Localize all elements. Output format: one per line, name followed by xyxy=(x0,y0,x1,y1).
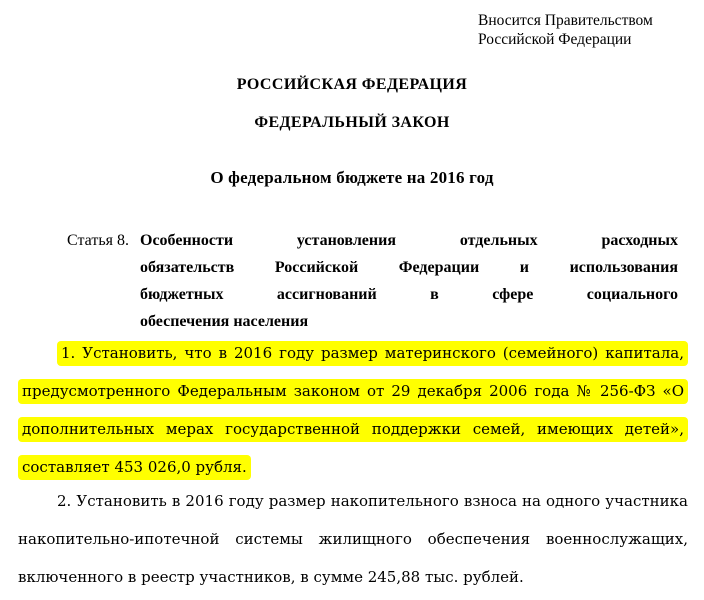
article-heading-text xyxy=(140,227,678,335)
highlighted-text: предусмотренного Федеральным законом от 29 декабря 2006 года № 256-ФЗ «О xyxy=(18,379,688,404)
country-heading: РОССИЙСКАЯ ФЕДЕРАЦИЯ xyxy=(236,76,468,93)
text-line: обеспечения населения xyxy=(140,313,309,330)
text-line: накопительно-ипотечной системы жилищного обеспечения военнослужащих, xyxy=(18,530,688,548)
law-type-heading: ФЕДЕРАЛЬНЫЙ ЗАКОН xyxy=(254,114,450,131)
text-line: бюджетных ассигнований в сфере социального xyxy=(140,286,678,303)
submitter-line: Вносится Правительством xyxy=(478,12,653,29)
text-line: 2. Установить в 2016 году размер накопительного взноса на одного участника xyxy=(57,492,688,510)
paragraph-highlighted xyxy=(18,334,688,486)
highlighted-text: дополнительных мерах государственной поддержки семей, имеющих детей», xyxy=(18,417,688,442)
article-label: Статья 8. xyxy=(67,232,129,249)
highlighted-text: 1. Установить, что в 2016 году размер материнского (семейного) капитала, xyxy=(57,341,688,366)
submitter-note xyxy=(478,11,653,49)
text-line xyxy=(18,410,688,448)
text-line: включенного в реестр участников, в сумме 245,88 тыс. рублей. xyxy=(18,568,524,586)
text-line xyxy=(18,334,688,372)
text-line xyxy=(18,372,688,410)
article-heading xyxy=(18,227,678,335)
highlighted-text: составляет 453 026,0 рубля. xyxy=(18,455,251,480)
text-line xyxy=(18,448,688,486)
text-line: обязательств Российской Федерации и использования xyxy=(140,259,678,276)
submitter-line: Российской Федерации xyxy=(478,31,632,48)
document-title: О федеральном бюджете на 2016 год xyxy=(210,168,494,187)
paragraph-2 xyxy=(18,482,688,596)
text-line: Особенности установления отдельных расходных xyxy=(140,232,678,249)
